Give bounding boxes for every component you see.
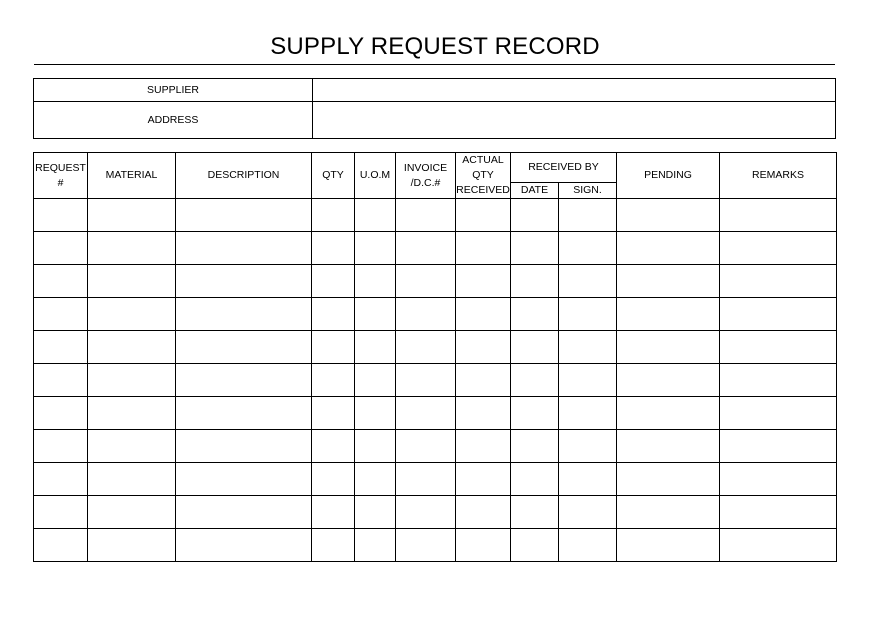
material-cell[interactable] — [88, 331, 176, 364]
actual-qty-cell[interactable] — [456, 364, 511, 397]
col-header-invoice — [396, 153, 456, 199]
description-cell[interactable] — [176, 331, 312, 364]
invoice-cell[interactable] — [396, 397, 456, 430]
qty-cell[interactable] — [312, 331, 355, 364]
col-header-received-by: RECEIVED BY — [511, 153, 617, 183]
col-header-uom: U.O.M — [355, 153, 396, 199]
date-cell[interactable] — [511, 232, 559, 265]
material-cell[interactable] — [88, 496, 176, 529]
sign-cell[interactable] — [559, 298, 617, 331]
col-header-date: DATE — [511, 183, 559, 199]
supplier-label: SUPPLIER — [34, 79, 313, 102]
invoice-cell[interactable] — [396, 265, 456, 298]
title-underline — [34, 64, 835, 65]
sign-cell[interactable] — [559, 199, 617, 232]
sign-cell[interactable] — [559, 430, 617, 463]
description-cell[interactable] — [176, 430, 312, 463]
request-cell[interactable] — [34, 529, 88, 562]
actual-qty-cell[interactable] — [456, 529, 511, 562]
table-row — [34, 364, 837, 397]
pending-cell[interactable] — [617, 232, 720, 265]
table-row — [34, 331, 837, 364]
pending-cell[interactable] — [617, 265, 720, 298]
remarks-cell[interactable] — [720, 199, 837, 232]
material-cell[interactable] — [88, 298, 176, 331]
description-cell[interactable] — [176, 463, 312, 496]
uom-cell[interactable] — [355, 463, 396, 496]
request-cell[interactable] — [34, 232, 88, 265]
qty-cell[interactable] — [312, 232, 355, 265]
table-header-row — [34, 153, 837, 183]
uom-cell[interactable] — [355, 265, 396, 298]
col-header-description: DESCRIPTION — [176, 153, 312, 199]
sign-cell[interactable] — [559, 232, 617, 265]
invoice-cell[interactable] — [396, 430, 456, 463]
table-row — [34, 463, 837, 496]
uom-cell[interactable] — [355, 430, 396, 463]
uom-cell[interactable] — [355, 298, 396, 331]
actual-qty-cell[interactable] — [456, 298, 511, 331]
pending-cell[interactable] — [617, 298, 720, 331]
page-title: SUPPLY REQUEST RECORD — [270, 33, 600, 60]
remarks-cell[interactable] — [720, 331, 837, 364]
table-row — [34, 397, 837, 430]
request-cell[interactable] — [34, 331, 88, 364]
remarks-cell[interactable] — [720, 232, 837, 265]
supplier-info-table — [33, 78, 836, 139]
date-cell[interactable] — [511, 463, 559, 496]
invoice-cell[interactable] — [396, 463, 456, 496]
date-cell[interactable] — [511, 298, 559, 331]
material-cell[interactable] — [88, 430, 176, 463]
col-header-pending: PENDING — [617, 153, 720, 199]
qty-cell[interactable] — [312, 463, 355, 496]
supplier-value-field[interactable] — [313, 79, 836, 102]
col-header-request — [34, 153, 88, 199]
address-row — [34, 102, 836, 139]
uom-cell[interactable] — [355, 331, 396, 364]
invoice-header-line2: /D.C.# — [410, 176, 441, 189]
description-cell[interactable] — [176, 397, 312, 430]
date-cell[interactable] — [511, 529, 559, 562]
request-cell[interactable] — [34, 463, 88, 496]
invoice-cell[interactable] — [396, 199, 456, 232]
address-value-field[interactable] — [313, 102, 836, 139]
remarks-cell[interactable] — [720, 430, 837, 463]
request-cell[interactable] — [34, 496, 88, 529]
table-row — [34, 430, 837, 463]
sign-cell[interactable] — [559, 529, 617, 562]
invoice-header-line1: INVOICE — [403, 161, 448, 174]
supply-record-table — [33, 152, 837, 562]
sign-cell[interactable] — [559, 463, 617, 496]
qty-cell[interactable] — [312, 199, 355, 232]
date-cell[interactable] — [511, 199, 559, 232]
actual-header-line3: RECEIVED — [456, 184, 510, 196]
invoice-cell[interactable] — [396, 364, 456, 397]
request-cell[interactable] — [34, 364, 88, 397]
sign-cell[interactable] — [559, 265, 617, 298]
col-header-actual-qty-received — [456, 153, 511, 199]
actual-qty-cell[interactable] — [456, 331, 511, 364]
pending-cell[interactable] — [617, 496, 720, 529]
uom-cell[interactable] — [355, 199, 396, 232]
actual-qty-cell[interactable] — [456, 265, 511, 298]
request-cell[interactable] — [34, 430, 88, 463]
invoice-cell[interactable] — [396, 331, 456, 364]
date-cell[interactable] — [511, 397, 559, 430]
date-cell[interactable] — [511, 265, 559, 298]
description-cell[interactable] — [176, 364, 312, 397]
material-cell[interactable] — [88, 397, 176, 430]
material-cell[interactable] — [88, 529, 176, 562]
qty-cell[interactable] — [312, 397, 355, 430]
col-header-remarks: REMARKS — [720, 153, 837, 199]
request-cell[interactable] — [34, 265, 88, 298]
remarks-cell[interactable] — [720, 529, 837, 562]
qty-cell[interactable] — [312, 298, 355, 331]
uom-cell[interactable] — [355, 529, 396, 562]
qty-cell[interactable] — [312, 265, 355, 298]
table-row — [34, 529, 837, 562]
pending-cell[interactable] — [617, 199, 720, 232]
pending-cell[interactable] — [617, 529, 720, 562]
material-cell[interactable] — [88, 232, 176, 265]
description-cell[interactable] — [176, 265, 312, 298]
pending-cell[interactable] — [617, 364, 720, 397]
description-cell[interactable] — [176, 298, 312, 331]
description-cell[interactable] — [176, 199, 312, 232]
remarks-cell[interactable] — [720, 364, 837, 397]
actual-header-line2: QTY — [472, 169, 494, 181]
uom-cell[interactable] — [355, 232, 396, 265]
sign-cell[interactable] — [559, 364, 617, 397]
material-cell[interactable] — [88, 265, 176, 298]
description-cell[interactable] — [176, 232, 312, 265]
date-cell[interactable] — [511, 496, 559, 529]
remarks-cell[interactable] — [720, 463, 837, 496]
remarks-cell[interactable] — [720, 496, 837, 529]
invoice-cell[interactable] — [396, 529, 456, 562]
pending-cell[interactable] — [617, 331, 720, 364]
actual-qty-cell[interactable] — [456, 430, 511, 463]
actual-qty-cell[interactable] — [456, 463, 511, 496]
request-header-line1: REQUEST — [35, 161, 86, 174]
sign-cell[interactable] — [559, 496, 617, 529]
date-cell[interactable] — [511, 364, 559, 397]
request-cell[interactable] — [34, 298, 88, 331]
table-body — [34, 199, 837, 562]
remarks-cell[interactable] — [720, 265, 837, 298]
invoice-cell[interactable] — [396, 298, 456, 331]
actual-qty-cell[interactable] — [456, 232, 511, 265]
qty-cell[interactable] — [312, 430, 355, 463]
actual-qty-cell[interactable] — [456, 496, 511, 529]
pending-cell[interactable] — [617, 463, 720, 496]
request-cell[interactable] — [34, 199, 88, 232]
material-cell[interactable] — [88, 364, 176, 397]
address-label: ADDRESS — [34, 102, 313, 139]
description-cell[interactable] — [176, 496, 312, 529]
uom-cell[interactable] — [355, 496, 396, 529]
supplier-row — [34, 79, 836, 102]
col-header-material: MATERIAL — [88, 153, 176, 199]
table-row — [34, 496, 837, 529]
request-header-line2: # — [57, 176, 64, 189]
sign-cell[interactable] — [559, 397, 617, 430]
request-cell[interactable] — [34, 397, 88, 430]
invoice-cell[interactable] — [396, 496, 456, 529]
invoice-cell[interactable] — [396, 232, 456, 265]
remarks-cell[interactable] — [720, 298, 837, 331]
actual-qty-cell[interactable] — [456, 199, 511, 232]
material-cell[interactable] — [88, 199, 176, 232]
sign-cell[interactable] — [559, 331, 617, 364]
col-header-sign: SIGN. — [559, 183, 617, 199]
table-row — [34, 298, 837, 331]
pending-cell[interactable] — [617, 397, 720, 430]
pending-cell[interactable] — [617, 430, 720, 463]
description-cell[interactable] — [176, 529, 312, 562]
uom-cell[interactable] — [355, 364, 396, 397]
remarks-cell[interactable] — [720, 397, 837, 430]
uom-cell[interactable] — [355, 397, 396, 430]
actual-qty-cell[interactable] — [456, 397, 511, 430]
date-cell[interactable] — [511, 331, 559, 364]
table-row — [34, 232, 837, 265]
table-row — [34, 265, 837, 298]
date-cell[interactable] — [511, 430, 559, 463]
actual-header-line1: ACTUAL — [462, 154, 504, 166]
qty-cell[interactable] — [312, 364, 355, 397]
material-cell[interactable] — [88, 463, 176, 496]
qty-cell[interactable] — [312, 496, 355, 529]
table-row — [34, 199, 837, 232]
qty-cell[interactable] — [312, 529, 355, 562]
col-header-qty: QTY — [312, 153, 355, 199]
